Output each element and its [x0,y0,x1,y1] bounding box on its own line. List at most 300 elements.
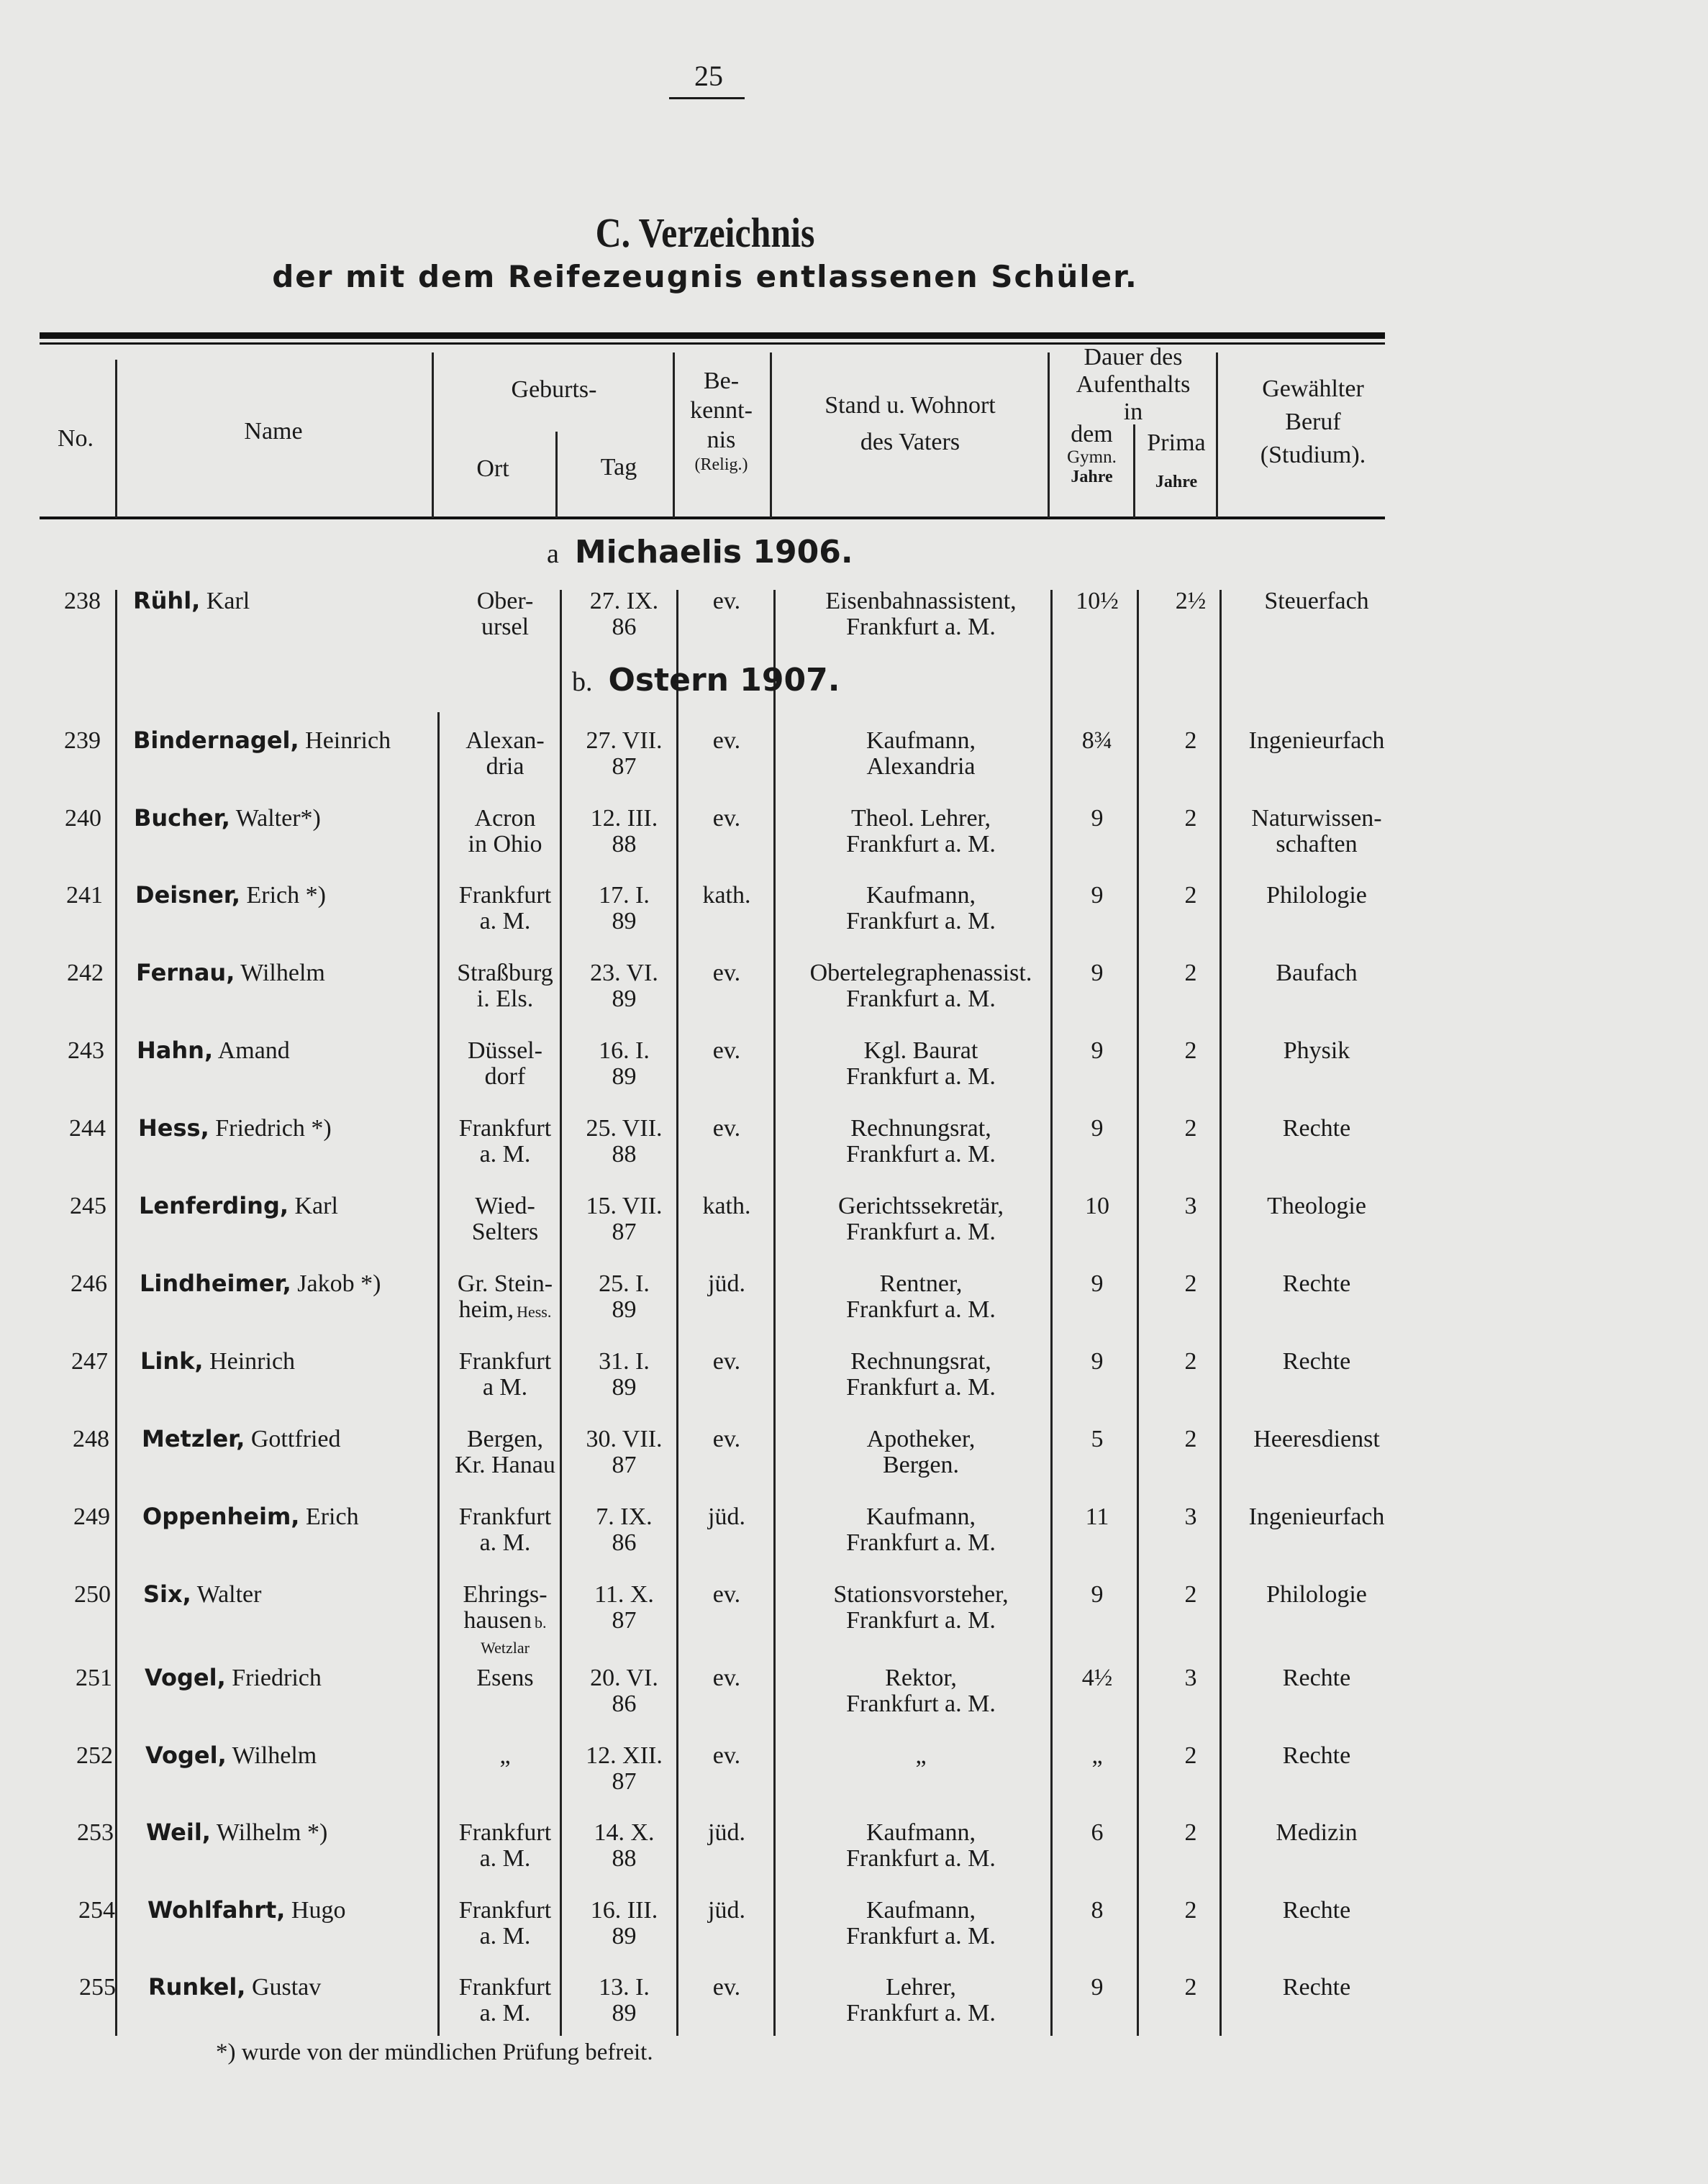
birth-place-line: a. M. [479,1140,531,1168]
header-gymn-line: dem [1071,421,1113,447]
student-surname: Hahn, [137,1037,214,1064]
father-occupation-line: Frankfurt a. M. [846,1606,996,1634]
footnote: *) wurde von der mündlichen Prüfung befreit. [216,2039,653,2065]
table-row [0,883,1708,960]
student-given-name: Jakob *) [297,1270,381,1297]
birth-date-line: 25. I. [599,1270,650,1297]
father-occupation [777,1665,1065,1716]
header-name: Name [244,418,303,445]
header-dauer-line: Dauer des [1084,344,1183,370]
father-occupation-line: Gerichtssekretär, [838,1193,1004,1219]
birth-date-line: 17. I. [599,882,650,909]
father-occupation-line: Rentner, [879,1270,963,1297]
birth-date-line: 86 [612,1690,637,1717]
student-given-name: Walter*) [235,805,321,832]
chosen-profession [1223,883,1410,909]
header-relig: (Relig.) [694,455,748,475]
birth-date-line: 87 [612,1767,637,1795]
birth-date [568,1038,680,1089]
birth-date-line: 89 [612,1063,637,1090]
chosen-profession-line: Heeresdienst [1253,1426,1380,1452]
father-occupation-line: Stationsvorsteher, [833,1581,1009,1608]
father-occupation-line: Frankfurt a. M. [846,1529,996,1556]
religion: kath. [702,882,751,909]
table-row [0,1820,1708,1898]
birth-date-line: 88 [612,830,637,857]
birth-date [568,806,680,857]
birth-date [568,1820,680,1871]
birth-date-line: 89 [612,1373,637,1401]
header-divider [1133,424,1135,518]
chosen-profession [1223,1582,1410,1608]
father-occupation [777,1349,1065,1400]
years-gymnasium: 10 [1085,1193,1109,1219]
header-bekenntnis-line: kennt- [690,396,753,424]
page-subtitle: der mit dem Reifezeugnis entlassenen Schüler. [272,259,1138,294]
birth-date-line: 20. VI. [590,1665,658,1691]
chosen-profession-line: Rechte [1282,1270,1351,1297]
student-given-name: Karl [206,588,250,614]
student-name [140,1271,442,1297]
header-bekenntnis-line: nis [707,426,736,453]
father-occupation-line: Frankfurt a. M. [846,1999,996,2026]
header-divider [673,352,675,518]
header-divider [555,432,558,518]
birth-date [568,1665,680,1716]
father-occupation [777,883,1065,934]
birth-date [568,1975,680,2026]
student-given-name: Karl [294,1193,338,1219]
birth-date-line: 27. IX. [589,588,659,614]
student-given-name: Heinrich [209,1348,296,1375]
birth-place-line: Frankfurt [458,882,552,909]
years-prima: 3 [1184,1665,1197,1691]
religion: ev. [712,1115,741,1142]
father-occupation [777,1820,1065,1871]
father-occupation [777,728,1065,779]
student-surname: Lenferding, [139,1192,289,1219]
birth-date [568,960,680,1011]
father-occupation-line: Frankfurt a. M. [846,985,996,1012]
header-divider [1048,352,1050,518]
religion: kath. [702,1193,751,1219]
father-occupation-line: Kaufmann, [866,1503,976,1530]
student-surname: Lindheimer, [140,1270,291,1297]
birth-date [568,1504,680,1555]
birth-date-line: 88 [612,1140,637,1168]
chosen-profession [1223,1271,1410,1297]
birth-place [440,1504,570,1555]
row-number: 252 [76,1742,113,1769]
page-number: 25 [694,60,723,92]
father-occupation-line: Kaufmann, [866,1819,976,1846]
section-heading-michaelis [547,534,853,570]
birth-place [440,1743,570,1769]
birth-place-line: hausen b. Wetzlar [463,1606,547,1657]
father-occupation [777,1038,1065,1089]
student-name [138,1116,440,1142]
row-number: 241 [66,882,103,909]
student-given-name: Hugo [291,1897,346,1924]
religion: ev. [712,1581,741,1608]
years-gymnasium: 11 [1085,1503,1109,1530]
birth-place [440,1116,570,1167]
years-prima: 2 [1184,1426,1197,1452]
chosen-profession [1223,588,1410,614]
student-given-name: Wilhelm [232,1742,317,1769]
student-given-name: Walter [196,1581,262,1608]
years-gymnasium: 5 [1091,1426,1104,1452]
table-row [0,1427,1708,1504]
birth-date-line: 16. III. [590,1897,658,1924]
table-row [0,1349,1708,1427]
birth-date-line: 31. I. [599,1348,650,1375]
religion: ev. [712,1037,741,1064]
header-divider [115,360,117,518]
chosen-profession [1223,1820,1410,1846]
father-occupation-line: Kaufmann, [866,727,976,754]
birth-date [568,1116,680,1167]
table-row [0,960,1708,1038]
religion: jüd. [708,1270,745,1297]
chosen-profession-line: Rechte [1282,1665,1351,1691]
row-number: 249 [73,1503,110,1530]
father-occupation-line: Obertelegraphenassist. [809,960,1032,986]
chosen-profession [1223,1504,1410,1530]
birth-place [440,728,570,779]
birth-date-line: 89 [612,1999,637,2026]
birth-place-line: dria [486,752,524,780]
header-vater [777,387,1043,460]
student-name [143,1582,445,1608]
chosen-profession-line: Theologie [1267,1193,1366,1219]
table-row [0,1193,1708,1271]
religion: ev. [712,960,741,986]
header-ort: Ort [476,455,509,482]
student-surname: Wohlfahrt, [147,1896,286,1924]
student-surname: Vogel, [145,1742,227,1769]
birth-place-line: Alexan- [465,727,545,754]
father-occupation-line: Rechnungsrat, [850,1348,991,1375]
header-bekenntnis-line: Be- [703,368,740,394]
father-occupation-line: Frankfurt a. M. [846,1844,996,1872]
row-number: 254 [78,1897,115,1924]
father-occupation [777,588,1065,640]
row-number: 246 [71,1270,107,1297]
birth-date-line: 25. VII. [586,1115,663,1142]
years-prima: 2 [1184,1037,1197,1064]
header-prima [1137,426,1216,494]
birth-place-sub: Hess. [517,1302,552,1321]
table-row [0,1898,1708,1975]
father-occupation-line: Eisenbahnassistent, [825,588,1017,614]
birth-place-line: „ [499,1742,511,1769]
student-surname: Deisner, [135,881,240,909]
birth-place [440,883,570,934]
birth-date [568,1349,680,1400]
years-prima: 2½ [1175,588,1207,614]
years-prima: 3 [1184,1193,1197,1219]
header-divider [770,352,772,518]
birth-place-line: a. M. [479,1999,531,2026]
student-surname: Rühl, [133,587,201,614]
chosen-profession-line: Philologie [1266,1581,1367,1608]
years-prima: 2 [1184,960,1197,986]
row-number: 251 [76,1665,112,1691]
birth-place [440,588,570,640]
father-occupation-line: Frankfurt a. M. [846,1690,996,1717]
page-number-rule [669,97,745,99]
chosen-profession-line: Physik [1283,1037,1350,1064]
birth-date-line: 87 [612,752,637,780]
years-prima: 2 [1184,1742,1197,1769]
religion: ev. [712,588,741,614]
chosen-profession-line: Medizin [1276,1819,1358,1846]
section-label: Ostern 1907. [608,662,840,699]
religion: jüd. [708,1503,745,1530]
student-surname: Hess, [138,1114,209,1142]
student-surname: Six, [143,1580,191,1608]
student-name [142,1427,444,1452]
father-occupation-line: Lehrer, [886,1974,956,2001]
years-gymnasium: 9 [1091,960,1104,986]
table-row [0,1665,1708,1743]
student-given-name: Wilhelm [240,960,325,986]
chosen-profession-line: Rechte [1282,1115,1351,1142]
years-gymnasium: 9 [1091,1270,1104,1297]
father-occupation-line: Frankfurt a. M. [846,830,996,857]
chosen-profession [1223,728,1410,754]
father-occupation-line: Frankfurt a. M. [846,907,996,934]
table-row [0,1582,1708,1660]
chosen-profession-line: Naturwissen- [1251,805,1382,832]
years-prima: 3 [1184,1503,1197,1530]
chosen-profession-line: Rechte [1282,1742,1351,1769]
birth-place [440,1349,570,1400]
years-prima: 2 [1184,1348,1197,1375]
header-geburts: Geburts- [511,376,597,403]
birth-date-line: 89 [612,907,637,934]
birth-date [568,1582,680,1633]
student-given-name: Friedrich [232,1665,322,1691]
table-row [0,1504,1708,1582]
birth-place-line: Frankfurt [458,1348,552,1375]
birth-place-line: dorf [484,1063,526,1090]
father-occupation-line: Frankfurt a. M. [846,1140,996,1168]
chosen-profession [1223,1038,1410,1064]
student-name [142,1504,445,1530]
birth-place-line: heim, Hess. [458,1296,552,1323]
years-gymnasium: 10½ [1076,588,1119,614]
birth-date-line: 87 [612,1451,637,1478]
header-gymn-jahre: Jahre [1071,467,1113,486]
years-gymnasium: „ [1091,1742,1103,1769]
student-name [134,806,436,832]
birth-place-line: i. Els. [476,985,534,1012]
birth-place-line: a. M. [479,1922,531,1949]
religion: ev. [712,727,741,754]
birth-place-line: Frankfurt [458,1974,552,2001]
father-occupation-line: Frankfurt a. M. [846,1373,996,1401]
student-name [145,1665,447,1691]
birth-date-line: 14. X. [594,1819,655,1846]
birth-place-line: Düssel- [468,1037,542,1064]
row-number: 238 [64,588,101,614]
father-occupation [777,806,1065,857]
row-number: 244 [69,1115,106,1142]
table-row [0,1743,1708,1821]
birth-date [568,588,680,640]
chosen-profession-line: Steuerfach [1264,588,1369,614]
father-occupation-line: Frankfurt a. M. [846,1296,996,1323]
birth-date-line: 89 [612,985,637,1012]
birth-place [440,1271,570,1322]
birth-date-line: 16. I. [599,1037,650,1064]
birth-date-line: 30. VII. [586,1426,663,1452]
birth-place-line: ursel [481,613,530,640]
years-gymnasium: 9 [1091,1037,1104,1064]
years-prima: 2 [1184,882,1197,909]
chosen-profession [1223,1898,1410,1924]
student-surname: Bindernagel, [133,727,299,754]
years-prima: 2 [1184,1819,1197,1846]
student-given-name: Heinrich [305,727,391,754]
birth-place [440,1898,570,1949]
student-given-name: Gustav [251,1974,322,2001]
father-occupation [777,960,1065,1011]
row-number: 243 [68,1037,104,1064]
birth-place-line: a. M. [479,907,531,934]
years-gymnasium: 8¾ [1081,727,1113,754]
header-no: No. [57,425,94,452]
student-given-name: Wilhelm *) [216,1819,328,1846]
birth-place-line: Kr. Hanau [455,1451,555,1478]
row-number: 242 [67,960,104,986]
father-occupation-line: Theol. Lehrer, [850,805,991,832]
student-given-name: Erich *) [246,882,326,909]
father-occupation [777,1504,1065,1555]
birth-place-line: Frankfurt [458,1115,552,1142]
section-label: Michaelis 1906. [574,534,853,570]
header-beruf-line: Beruf [1285,408,1341,435]
birth-date-line: 15. VII. [586,1193,663,1219]
father-occupation-line: Frankfurt a. M. [846,613,996,640]
student-name [146,1820,448,1846]
row-number: 253 [77,1819,114,1846]
years-gymnasium: 9 [1091,882,1104,909]
header-dauer-line: Aufenthalts [1076,371,1191,399]
table-row [0,806,1708,883]
birth-place-line: Acron [474,805,536,832]
chosen-profession [1223,960,1410,986]
birth-place-line: a M. [482,1373,528,1401]
birth-place [440,1820,570,1871]
birth-date [568,1271,680,1322]
chosen-profession [1223,806,1410,857]
table-row [0,1116,1708,1193]
birth-date-line: 87 [612,1218,637,1245]
chosen-profession [1223,1665,1410,1691]
birth-place-line: a. M. [479,1844,531,1872]
chosen-profession-line: Baufach [1276,960,1358,986]
section-heading-ostern [572,662,840,699]
birth-place-sub: b. Wetzlar [481,1613,547,1657]
section-prefix: b. [572,667,593,697]
birth-place [440,1193,570,1245]
student-name [148,1975,450,2001]
birth-date-line: 87 [612,1606,637,1634]
birth-place [440,806,570,857]
years-gymnasium: 6 [1091,1819,1104,1846]
student-name [145,1743,448,1769]
birth-place-line: a. M. [479,1529,531,1556]
birth-date-line: 86 [612,1529,637,1556]
row-number: 247 [71,1348,108,1375]
religion: ev. [712,1742,741,1769]
chosen-profession [1223,1743,1410,1769]
birth-date-line: 12. XII. [586,1742,663,1769]
birth-date [568,728,680,779]
religion: jüd. [708,1897,745,1924]
chosen-profession [1223,1193,1410,1219]
birth-place [440,960,570,1011]
birth-place [440,1038,570,1089]
student-surname: Metzler, [142,1425,245,1452]
student-surname: Runkel, [148,1973,246,2001]
birth-place-line: Esens [476,1665,534,1691]
birth-place-line: Frankfurt [458,1503,552,1530]
chosen-profession-line: Ingenieurfach [1248,1503,1385,1530]
chosen-profession [1223,1116,1410,1142]
birth-date-line: 13. I. [599,1974,650,2001]
father-occupation-line: Rechnungsrat, [850,1115,991,1142]
chosen-profession-line: Rechte [1282,1348,1351,1375]
father-occupation-line: Frankfurt a. M. [846,1063,996,1090]
birth-date-line: 89 [612,1296,637,1323]
father-occupation-line: „ [915,1742,927,1769]
student-name [137,1038,439,1064]
father-occupation-line: Kaufmann, [866,1897,976,1924]
birth-place [440,1427,570,1478]
years-prima: 2 [1184,805,1197,832]
father-occupation [777,1116,1065,1167]
student-name [133,588,435,614]
birth-date-line: 88 [612,1844,637,1872]
father-occupation [777,1193,1065,1245]
header-tag: Tag [600,454,637,481]
row-number: 239 [64,727,101,754]
table-row [0,1271,1708,1349]
student-surname: Vogel, [145,1664,226,1691]
father-occupation-line: Alexandria [866,752,976,780]
birth-date [568,1193,680,1245]
birth-place-line: Wied- [475,1193,535,1219]
table-row [0,1038,1708,1116]
student-surname: Weil, [146,1819,211,1846]
birth-date-line: 23. VI. [590,960,658,986]
years-prima: 2 [1184,1974,1197,2001]
student-name [135,883,437,909]
table-header-bottom-rule [40,517,1385,519]
religion: ev. [712,1426,741,1452]
chosen-profession [1223,1975,1410,2001]
row-number: 245 [70,1193,106,1219]
birth-place-line: Ehrings- [463,1581,548,1608]
header-prima-jahre: Jahre [1155,472,1198,491]
table-row [0,588,1708,666]
years-gymnasium: 9 [1091,805,1104,832]
years-prima: 2 [1184,727,1197,754]
